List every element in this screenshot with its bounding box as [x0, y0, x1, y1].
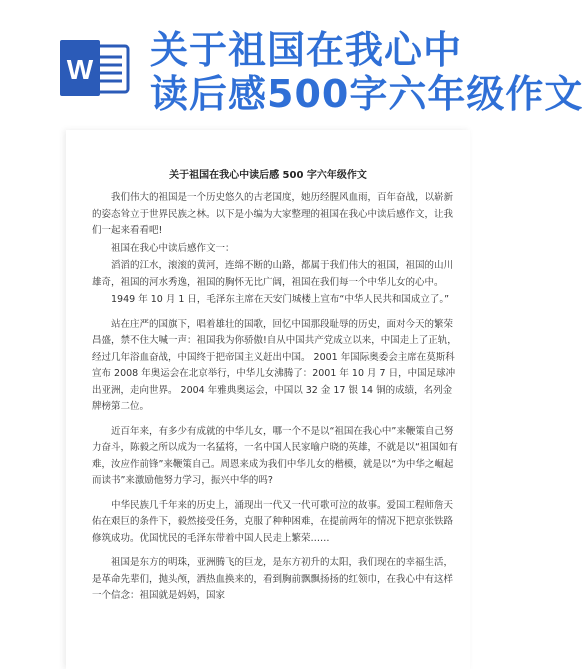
- document-title: [150, 28, 583, 116]
- document-page: [66, 130, 470, 669]
- paragraph-heroes: 近百年来，有多少有成就的中华儿女，哪一个不是以“祖国在我心中”来鞭策自己努力奋斗，陈毅之所以成为一名猛将，一名中国人民家喻户晓的英雄，不就是以“祖国如有难，汝应作前锋”来鞭策自己。周恩来成为我们中华儿女的楷模，就是以“为中华之崛起而读书”来激励他努力学习，振兴中华的吗?: [92, 425, 458, 486]
- svg-text:W: W: [66, 54, 94, 85]
- document-title-line-1: 关于祖国在我心中: [150, 28, 463, 72]
- header-banner: [0, 0, 583, 116]
- document-heading: 关于祖国在我心中读后感 500 字六年级作文: [169, 170, 367, 181]
- word-document-icon: [60, 40, 130, 96]
- paragraph-founding: 1949 年 10 月 1 日，毛泽东主席在天安门城楼上宣布“中华人民共和国成立了。”: [111, 294, 450, 305]
- paragraph-subheading: 祖国在我心中读后感作文一：: [111, 242, 235, 254]
- paragraph-history: 中华民族几千年来的历史上，涌现出一代又一代可歌可泣的故事。爱国工程师詹天佑在艰巨的条件下，毅然接受任务，克服了种种困难，在提前两年的情况下把京张铁路修筑成功。优国忧民的毛泽东带着中国人民走上繁荣……: [92, 499, 454, 544]
- document-title-line-2: 读后感500字六年级作文: [150, 72, 583, 116]
- document-body: [92, 190, 460, 606]
- paragraph-flag: 站在庄严的国旗下，唱着雄壮的国歌，回忆中国那段耻辱的历史，面对今天的繁荣昌盛，禁不住大喊一声：祖国我为你骄傲!自从中国共产党成立以来，中国走上了正轨，经过几年浴血奋战，中国终于把帝国主义赶出中国。 2001 年国际奥委会主席在莫斯科宣布 2008 年奥运会在北京举行，中华儿女沸腾了：2001 年 10 月 7 日，中国足球冲出亚洲，走向世界。 2004 年雅典奥运会，中国以 32 金 17 银 14 铜的成绩，名列金牌榜第二位。: [92, 318, 457, 412]
- paragraph-intro: 我们伟大的祖国是一个历史悠久的古老国度，她历经腥风血雨，百年奋战，以崭新的姿态耸立于世界民族之林。以下是小编为大家整理的祖国在我心中读后感作文，让我们一起来看看吧!: [92, 192, 454, 236]
- paragraph-rivers: 滔滔的江水，滚滚的黄河，连绵不断的山路，都属于我们伟大的祖国，祖国的山川雄奇，祖国的河水秀逸，祖国的胸怀无比广阔，祖国在我们每一个中华儿女的心中。: [92, 260, 454, 288]
- paragraph-closing: 祖国是东方的明珠，亚洲腾飞的巨龙，是东方初升的太阳，我们现在的幸福生活，是革命先辈们，抛头颅，洒热血换来的，看到胸前飘飘扬扬的红领巾，在我心中有这样一个信念：祖国就是妈妈，国家: [92, 557, 454, 601]
